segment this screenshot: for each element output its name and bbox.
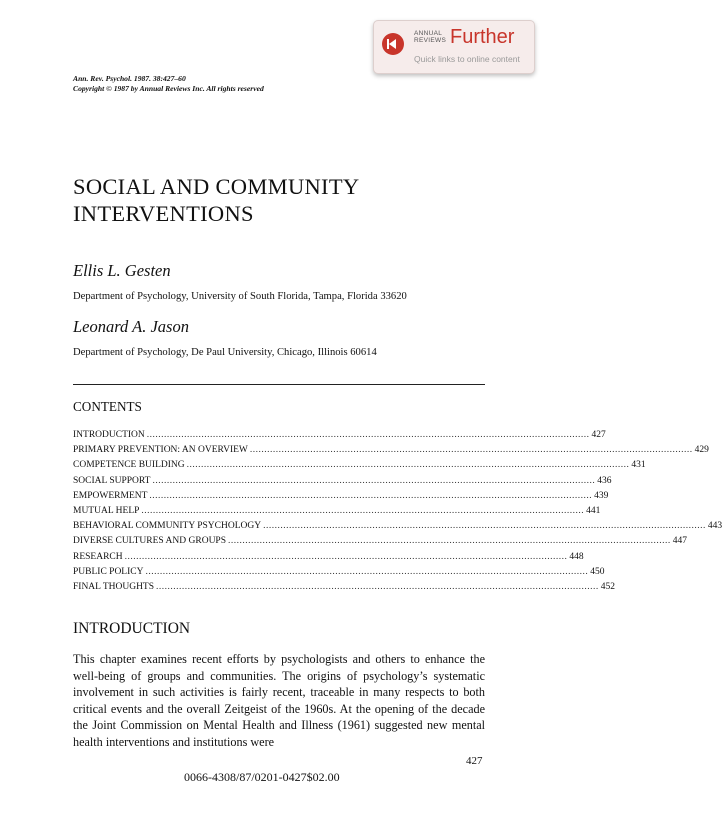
toc-item-label: SOCIAL SUPPORT xyxy=(73,475,151,486)
author-name-2: Leonard A. Jason xyxy=(73,317,189,336)
toc-leader: .......................................................................................................................................................... xyxy=(146,430,590,440)
toc-item[interactable] xyxy=(73,536,687,551)
toc-item-page: 452 xyxy=(600,581,616,592)
toc-leader: .......................................................................................................................................................... xyxy=(124,551,568,562)
toc-item[interactable] xyxy=(73,521,722,536)
toc-item[interactable] xyxy=(73,475,612,491)
author-affiliation-2: Department of Psychology, De Paul University, Chicago, Illinois 60614 xyxy=(73,347,377,358)
toc-item[interactable] xyxy=(73,445,709,460)
toc-leader: .......................................................................................................................................................... xyxy=(152,475,596,486)
toc-leader: .......................................................................................................................................................... xyxy=(186,460,630,471)
author-affiliation-1: Department of Psychology, University of South Florida, Tampa, Florida 33620 xyxy=(73,291,407,302)
toc-item-label: COMPETENCE BUILDING xyxy=(73,460,185,471)
toc-leader: .......................................................................................................................................................... xyxy=(149,490,593,501)
badge-series xyxy=(414,30,447,44)
toc-leader: .......................................................................................................................................................... xyxy=(263,521,706,532)
badge-title: Further xyxy=(450,26,515,48)
toc-item-page: 436 xyxy=(597,475,612,486)
toc-leader: .......................................................................................................................................................... xyxy=(145,566,589,577)
page-number: 427 xyxy=(466,755,483,767)
toc-item-page: 443 xyxy=(707,521,722,532)
toc-item[interactable] xyxy=(73,551,584,567)
toc-item-label: INTRODUCTION xyxy=(73,430,145,440)
toc-item-label: PRIMARY PREVENTION: AN OVERVIEW xyxy=(73,445,248,456)
further-badge[interactable] xyxy=(373,20,535,74)
badge-series-line1: ANNUAL xyxy=(414,30,443,37)
toc-item-label: BEHAVIORAL COMMUNITY PSYCHOLOGY xyxy=(73,521,262,532)
toc-item[interactable] xyxy=(73,460,646,475)
toc-item-label: PUBLIC POLICY xyxy=(73,566,144,577)
toc-item[interactable] xyxy=(73,430,606,445)
toc-item-page: 450 xyxy=(590,566,605,577)
article-title xyxy=(73,173,359,227)
toc-item-page: 447 xyxy=(672,536,687,547)
title-line2: INTERVENTIONS xyxy=(73,201,254,226)
toc-item-page: 429 xyxy=(694,445,709,456)
toc-item-page: 427 xyxy=(591,430,606,440)
introduction-heading: INTRODUCTION xyxy=(73,620,191,637)
toc-item-label: RESEARCH xyxy=(73,551,123,562)
toc-item[interactable] xyxy=(73,581,616,597)
badge-series-line2: REVIEWS xyxy=(414,37,447,44)
article-code: 0066-4308/87/0201-0427$02.00 xyxy=(184,770,340,784)
badge-tagline: Quick links to online content xyxy=(414,54,520,64)
toc-leader: .......................................................................................................................................................... xyxy=(156,581,599,592)
toc-item[interactable] xyxy=(73,490,609,506)
author-name-1: Ellis L. Gesten xyxy=(73,261,171,280)
toc-item-label: FINAL THOUGHTS xyxy=(73,581,155,592)
citation-line1: Ann. Rev. Psychol. 1987. 38:427–60 xyxy=(73,74,186,83)
toc-item[interactable] xyxy=(73,566,605,582)
toc-leader: .......................................................................................................................................................... xyxy=(141,505,585,516)
toc-item-label: DIVERSE CULTURES AND GROUPS xyxy=(73,536,226,547)
toc-item-label: MUTUAL HELP xyxy=(73,505,140,516)
toc-item-label: EMPOWERMENT xyxy=(73,490,148,501)
contents-heading: CONTENTS xyxy=(73,399,142,414)
toc-leader: .......................................................................................................................................................... xyxy=(249,445,693,456)
introduction-paragraph: This chapter examines recent efforts by psychologists and others to enhance the well-being of groups and communities. The origins of psychology’s systematic involvement in such activities is fairly recent, traceable in many respects to both critical events and the overall Zeitgeist of the 1960s. At the opening of the decade the Joint Commission on Mental Health and Illness (1961) suggested new mental health interventions and institutions were xyxy=(73,652,485,749)
play-back-icon xyxy=(382,33,404,55)
toc-item-page: 441 xyxy=(586,505,601,516)
toc-leader: .......................................................................................................................................................... xyxy=(228,536,671,547)
table-of-contents xyxy=(73,430,722,597)
citation xyxy=(73,74,264,94)
toc-item-page: 431 xyxy=(631,460,646,471)
toc-item[interactable] xyxy=(73,505,601,521)
section-divider xyxy=(73,384,485,385)
toc-item-page: 439 xyxy=(594,490,609,501)
toc-item-page: 448 xyxy=(569,551,584,562)
citation-line2: Copyright © 1987 by Annual Reviews Inc. All rights reserved xyxy=(73,84,264,93)
title-line1: SOCIAL AND COMMUNITY xyxy=(73,174,360,199)
